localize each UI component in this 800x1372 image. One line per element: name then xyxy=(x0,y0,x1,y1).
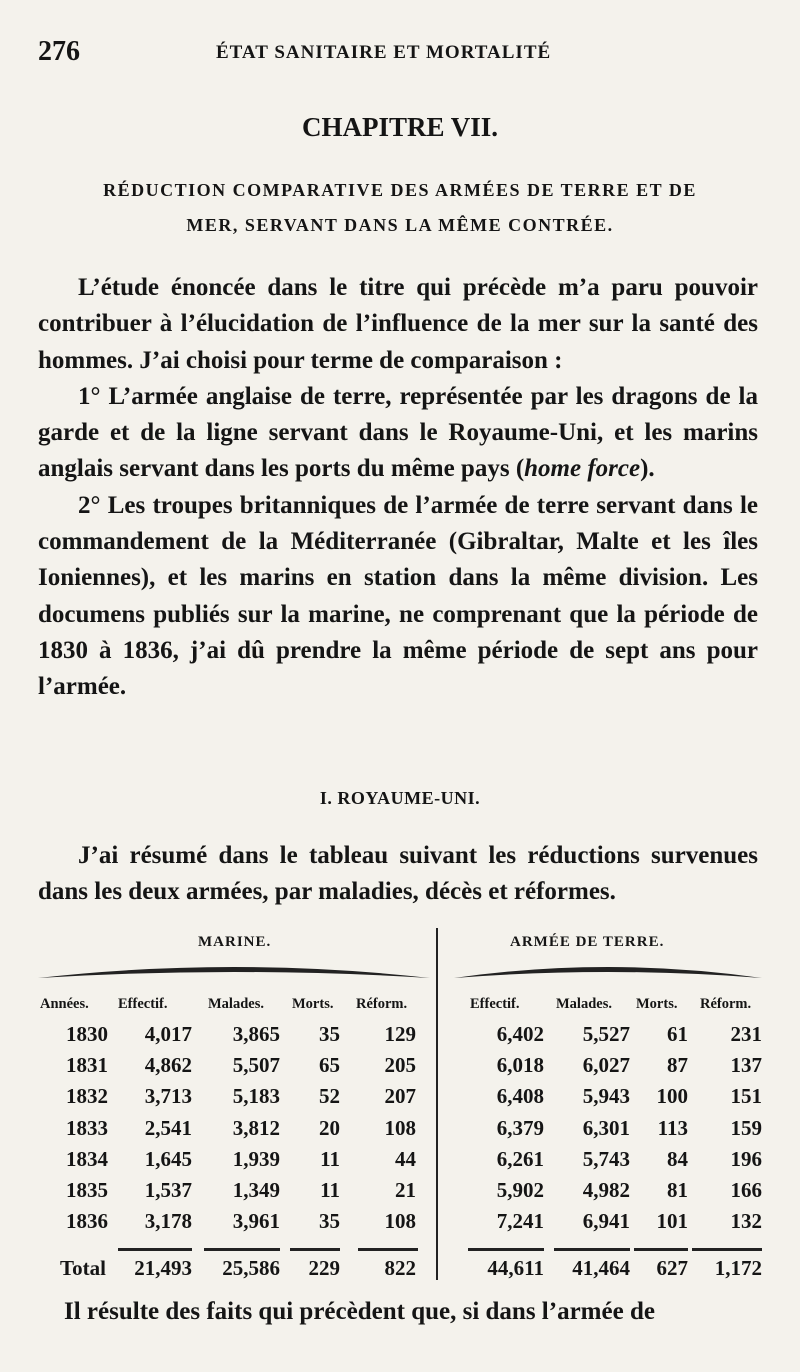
table-cell: 3,961 xyxy=(232,1209,280,1234)
table-cell: 81 xyxy=(667,1178,688,1202)
table-cell: 6,408 xyxy=(496,1084,544,1109)
year-cell: 1835 xyxy=(66,1178,108,1202)
table-cell: 21 xyxy=(395,1178,416,1202)
table-cell: 35 xyxy=(319,1209,340,1234)
table-cell: 5,943 xyxy=(582,1084,630,1109)
armee-brace xyxy=(452,962,764,984)
table-cell: 2,541 xyxy=(144,1115,192,1140)
table-cell: 129 xyxy=(384,1022,416,1046)
table-cell: 3,865 xyxy=(232,1022,280,1046)
table-cell: 61 xyxy=(667,1022,688,1046)
table-cell: 84 xyxy=(667,1146,688,1171)
chapter-subtitle-line-1: RÉDUCTION COMPARATIVE DES ARMÉES DE TERRE ET DE xyxy=(103,180,697,200)
paragraph-2 xyxy=(38,379,758,488)
table-cell: 207 xyxy=(384,1084,416,1109)
table-cell: 1,349 xyxy=(232,1178,280,1202)
total-rule xyxy=(692,1248,762,1251)
armee-heading: ARMÉE DE TERRE. xyxy=(510,934,665,950)
total-cell: 627 xyxy=(656,1256,688,1280)
column-header: Morts. xyxy=(636,996,678,1012)
table-cell: 231 xyxy=(730,1022,762,1046)
section-intro: J’ai résumé dans le tableau suivant les réductions survenues dans les deux armées, par maladies, décès et réformes. xyxy=(38,842,758,906)
table-cell: 65 xyxy=(319,1053,340,1078)
total-rule xyxy=(118,1248,192,1251)
table-cell: 137 xyxy=(730,1053,762,1078)
total-cell: 1,172 xyxy=(714,1256,762,1280)
table-cell: 6,018 xyxy=(496,1053,544,1078)
page-number: 276 xyxy=(38,36,80,67)
table-cell: 6,402 xyxy=(496,1022,544,1046)
table-cell: 4,862 xyxy=(144,1053,192,1078)
table-cell: 132 xyxy=(730,1209,762,1234)
table-cell: 5,183 xyxy=(232,1084,280,1109)
total-cell: 44,611 xyxy=(487,1256,544,1280)
table-cell: 6,301 xyxy=(582,1115,630,1140)
year-cell: 1830 xyxy=(66,1022,108,1046)
column-header: Années. xyxy=(40,996,89,1012)
total-label: Total xyxy=(60,1256,106,1280)
table-cell: 159 xyxy=(730,1115,762,1140)
column-header: Réform. xyxy=(356,996,408,1012)
table-cell: 205 xyxy=(384,1053,416,1078)
total-rule xyxy=(554,1248,630,1251)
paragraph-1: L’étude énoncée dans le titre qui précède m’a paru pouvoir contribuer à l’élucidation de l’influence de la mer sur la santé des hommes. J’ai choisi pour terme de comparaison : xyxy=(38,274,758,374)
page-header xyxy=(38,36,740,72)
table-cell: 87 xyxy=(667,1053,688,1078)
table-cell: 1,537 xyxy=(144,1178,192,1202)
table-cell: 3,812 xyxy=(232,1115,280,1140)
table-cell: 100 xyxy=(656,1084,688,1109)
table-cell: 7,241 xyxy=(496,1209,544,1234)
section-intro-block xyxy=(38,838,758,911)
total-cell: 41,464 xyxy=(572,1256,630,1280)
column-header: Effectif. xyxy=(470,996,520,1012)
table-cell: 3,178 xyxy=(144,1209,192,1234)
column-header: Malades. xyxy=(208,996,264,1012)
total-cell: 25,586 xyxy=(222,1256,280,1280)
table-cell: 5,743 xyxy=(582,1146,630,1171)
total-rule xyxy=(358,1248,418,1251)
total-rule xyxy=(290,1248,340,1251)
year-cell: 1836 xyxy=(66,1209,108,1234)
table-cell: 6,027 xyxy=(582,1053,630,1078)
column-header: Réform. xyxy=(700,996,752,1012)
year-cell: 1831 xyxy=(66,1053,108,1078)
table-cell: 35 xyxy=(319,1022,340,1046)
chapter-title: CHAPITRE VII. xyxy=(301,112,499,142)
table-cell: 5,902 xyxy=(496,1178,544,1202)
table-cell: 1,645 xyxy=(144,1146,192,1171)
running-title: ÉTAT SANITAIRE ET MORTALITÉ xyxy=(216,42,552,63)
paragraph-3: 2° Les troupes britanniques de l’armée de terre servant dans le commandement de la Méditerranée (Gibraltar, Malte et les îles Ioniennes), et les marins en station dans la même division. Les documens publiés sur la marine, ne comprenant que la période de 1830 à 1836, j’ai dû prendre la même période de sept ans pour l’armée. xyxy=(38,491,758,701)
year-cell: 1833 xyxy=(66,1115,108,1140)
year-cell: 1832 xyxy=(66,1084,108,1109)
table-cell: 108 xyxy=(384,1115,416,1140)
table-cell: 108 xyxy=(384,1209,416,1234)
table-cell: 4,982 xyxy=(582,1178,630,1202)
home-force-italic: home force xyxy=(524,455,641,483)
body-text xyxy=(38,270,758,706)
table-cell: 11 xyxy=(320,1146,340,1171)
paragraph-2-end: ). xyxy=(640,455,655,483)
table-cell: 6,261 xyxy=(496,1146,544,1171)
total-rule xyxy=(468,1248,544,1251)
table-cell: 1,939 xyxy=(232,1146,280,1171)
table-cell: 113 xyxy=(657,1115,688,1140)
closing-line: Il résulte des faits qui précèdent que, si dans l’armée de xyxy=(64,1298,655,1325)
section-title: I. ROYAUME-UNI. xyxy=(319,788,481,808)
table-cell: 5,527 xyxy=(582,1022,630,1046)
total-cell: 229 xyxy=(308,1256,340,1280)
paragraph-2-text: 1° L’armée anglaise de terre, représentée par les dragons de la garde et de la ligne servant dans le Royaume-Uni, et les marins anglais servant dans les ports du même pays ( xyxy=(38,382,758,483)
table-cell: 3,713 xyxy=(144,1084,192,1109)
total-rule xyxy=(204,1248,280,1251)
table-cell: 196 xyxy=(730,1146,762,1171)
table-cell: 44 xyxy=(395,1146,416,1171)
total-rule xyxy=(634,1248,688,1251)
year-cell: 1834 xyxy=(66,1146,108,1171)
table-cell: 151 xyxy=(730,1084,762,1109)
table-cell: 20 xyxy=(319,1115,340,1140)
table-cell: 5,507 xyxy=(232,1053,280,1078)
table-cell: 11 xyxy=(320,1178,340,1202)
column-header: Effectif. xyxy=(118,996,168,1012)
marine-brace xyxy=(36,962,432,984)
table-cell: 4,017 xyxy=(144,1022,192,1046)
table-cell: 6,379 xyxy=(496,1115,544,1140)
table-cell: 101 xyxy=(656,1209,688,1234)
column-header: Morts. xyxy=(292,996,334,1012)
table-divider xyxy=(436,928,438,1280)
table-cell: 6,941 xyxy=(582,1209,630,1234)
marine-heading: MARINE. xyxy=(198,934,272,950)
table-cell: 166 xyxy=(730,1178,762,1202)
total-cell: 21,493 xyxy=(134,1256,192,1280)
table-cell: 52 xyxy=(319,1084,340,1109)
total-cell: 822 xyxy=(384,1256,416,1280)
column-header: Malades. xyxy=(556,996,612,1012)
chapter-subtitle-line-2: MER, SERVANT DANS LA MÊME CONTRÉE. xyxy=(186,215,614,235)
